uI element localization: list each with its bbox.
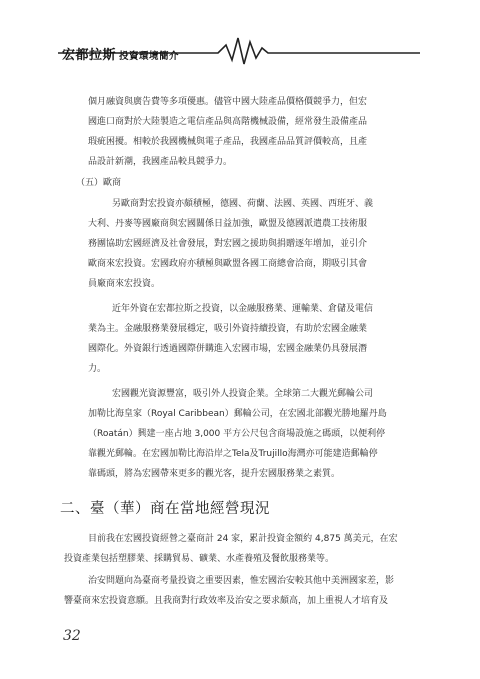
paragraph-line: 響臺商來宏投資意願。且我商對行政效率及治安之要求頗高，加上重視人才培育及 — [64, 596, 389, 606]
paragraph-line: 國際化。外資銀行透過國際併購進入宏國市場，宏國金融業仍具發展潛 — [88, 344, 368, 354]
paragraph-line: 另歐商對宏投資亦頗積極，德國、荷蘭、法國、英國、西班牙、義 — [112, 199, 374, 209]
paragraph-line: 靠觀光郵輪。在宏國加勒比海沿岸之Tela及Trujillo海灣亦可能建造郵輪停 — [88, 449, 378, 459]
page-number: 32 — [63, 628, 81, 644]
subsection-heading: （五）歐商 — [76, 178, 122, 188]
section-heading: 二、臺（華）商在當地經營現況 — [60, 501, 270, 517]
paragraph-line: 近年外資在宏都拉斯之投資，以金融服務業、運輸業、倉儲及電信 — [112, 304, 374, 314]
paragraph-line: 目前我在宏國投資經營之臺商計 24 家，累計投資金額約 4,875 萬美元，在宏 — [88, 534, 398, 544]
paragraph-line: 個月融資與廣告費等多項優惠。儘管中國大陸產品價格價競爭力，但宏 — [88, 97, 368, 107]
paragraph-line: 宏國觀光資源豐富，吸引外人投資企業。全球第二大觀光郵輪公司 — [112, 389, 374, 399]
paragraph-line: 靠碼頭，將為宏國帶來更多的觀光客，提升宏國服務業之素質。 — [88, 469, 341, 479]
paragraph-line: （Roatán）興建一座占地 3,000 平方公尺包含商場設施之碼頭，以便利停 — [88, 429, 386, 439]
paragraph-line: 治安問題向為臺商考量投資之重要因素，惟宏國治安較其他中美洲國家差，影 — [88, 576, 395, 586]
paragraph-line: 大利、丹麥等國廠商與宏國關係日益加強，歐盟及德國派遣農工技術服 — [88, 219, 368, 229]
paragraph-line: 瑕疵困擾。相較於我國機械與電子產品，我國產品品質評價較高，且產 — [88, 137, 368, 147]
paragraph-line: 品設計新潮，我國產品較具競爭力。 — [88, 157, 233, 167]
paragraph-line: 投資產業包括塑膠業、採購貿易、礦業、水產養殖及餐飲服務業等。 — [64, 554, 335, 564]
paragraph-line: 業為主。金融服務業發展穩定，吸引外資持續投資，有助於宏國金融業 — [88, 324, 368, 334]
paragraph-line: 務團協助宏國經濟及社會發展，對宏國之援助與捐贈逐年增加，並引介 — [88, 239, 368, 249]
header-title-main: 宏都拉斯 — [62, 48, 117, 63]
paragraph-line: 加勒比海皇家（Royal Caribbean）郵輪公司，在宏國北部觀光勝地羅丹島 — [88, 409, 387, 419]
header-title-sub: 投資環境簡介 — [119, 51, 180, 62]
paragraph-line: 員廠商來宏投資。 — [88, 279, 161, 289]
paragraph-line: 國進口商對於大陸製造之電信產品與高階機械設備，經常發生設備產品 — [88, 117, 368, 127]
paragraph-line: 力。 — [88, 364, 107, 374]
paragraph-line: 歐商來宏投資。宏國政府亦積極與歐盟各國工商總會洽商，期吸引其會 — [88, 259, 368, 269]
